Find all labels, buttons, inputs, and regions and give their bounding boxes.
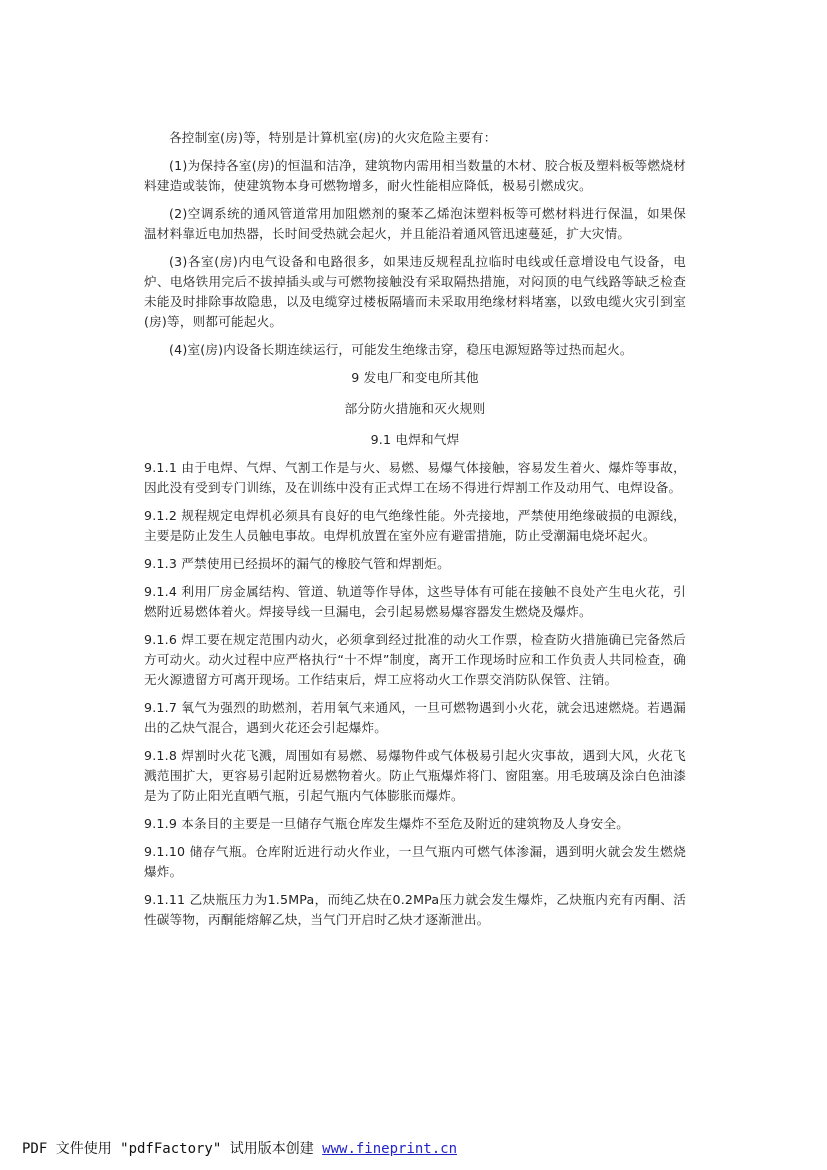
clause: 9.1.10 储存气瓶。仓库附近进行动火作业，一旦气瓶内可燃气体渗漏，遇到明火就会发生燃烧爆炸。 (144, 844, 686, 879)
list-item: (4)室(房)内设备长期连续运行，可能发生绝缘击穿，稳压电源短路等过热而起火。 (169, 342, 633, 357)
clause: 9.1.11 乙炔瓶压力为1.5MPa，而纯乙炔在0.2MPa压力就会发生爆炸，乙炔瓶内充有丙酮、活性碳等物，丙酮能熔解乙炔，当气门开启时乙炔才逐渐泄出。 (144, 892, 686, 927)
pdf-footer (22, 1138, 457, 1158)
section-heading: 9 发电厂和变电所其他 (351, 370, 479, 385)
clause: 9.1.2 规程规定电焊机必须具有良好的电气绝缘性能。外壳接地，严禁使用绝缘破损的电源线，主要是防止发生人员触电事故。电焊机放置在室外应有避雷措施，防止受潮漏电烧坏起火。 (144, 508, 686, 543)
clause: 9.1.4 利用厂房金属结构、管道、轨道等作导体，这些导体有可能在接触不良处产生电火花，引燃附近易燃体着火。焊接导线一旦漏电，会引起易燃易爆容器发生燃烧及爆炸。 (144, 584, 686, 619)
list-item: (3)各室(房)内电气设备和电路很多，如果违反规程乱拉临时电线或任意增设电气设备，电炉、电烙铁用完后不拔掉插头或与可燃物接触没有采取隔热措施，对闷顶的电气线路等缺乏检查未能及时排除事故隐患，以及电缆穿过楼板隔墙而未采取用绝缘材料堵塞，以致电缆火灾引到室(房)等，则都可能起火。 (144, 254, 686, 329)
section-subheading: 部分防火措施和灭火规则 (344, 401, 486, 416)
clause: 9.1.1 由于电焊、气焊、气割工作是与火、易燃、易爆气体接触，容易发生着火、爆炸等事故，因此没有受到专门训练，及在训练中没有正式焊工在场不得进行焊割工作及动用气、电焊设备。 (144, 460, 686, 495)
clause: 9.1.6 焊工要在规定范围内动火，必须拿到经过批准的动火工作票，检查防火措施确已完备然后方可动火。动火过程中应严格执行“十不焊”制度，离开工作现场时应和工作负责人共同检查，确无火源遗留方可离开现场。工作结束后，焊工应将动火工作票交消防队保管、注销。 (144, 632, 686, 687)
intro-paragraph: 各控制室(房)等，特别是计算机室(房)的火灾危险主要有： (169, 130, 497, 145)
clause: 9.1.8 焊割时火花飞溅，周围如有易燃、易爆物件或气体极易引起火灾事故，遇到大风，火花飞溅范围扩大，更容易引起附近易燃物着火。防止气瓶爆炸将门、窗阻塞。用毛玻璃及涂白色油漆是为了防止阳光直晒气瓶，引起气瓶内气体膨胀而爆炸。 (144, 748, 686, 803)
hazard-list (144, 156, 686, 360)
clause: 9.1.7 氧气为强烈的助燃剂，若用氧气来通风，一旦可燃物遇到小火花，就会迅速燃烧。若遇漏出的乙炔气混合，遇到火花还会引起爆炸。 (144, 700, 686, 735)
fineprint-link[interactable]: www.fineprint.cn (322, 1141, 458, 1157)
clause-list (144, 458, 686, 930)
list-item: (2)空调系统的通风管道常用加阻燃剂的聚苯乙烯泡沫塑料板等可燃材料进行保温，如果保温材料靠近电加热器，长时间受热就会起火，并且能沿着通风管迅速蔓延，扩大灾情。 (144, 206, 686, 241)
list-item: (1)为保持各室(房)的恒温和洁净，建筑物内需用相当数量的木材、胶合板及塑料板等燃烧材料建造或装饰，使建筑物本身可燃物增多，耐火性能相应降低，极易引燃成灾。 (144, 158, 686, 193)
document-body (144, 128, 686, 930)
clause: 9.1.9 本条目的主要是一旦储存气瓶仓库发生爆炸不至危及附近的建筑物及人身安全。 (144, 816, 630, 831)
clause: 9.1.3 严禁使用已经损坏的漏气的橡胶气管和焊割炬。 (144, 556, 450, 571)
subsection-heading: 9.1 电焊和气焊 (370, 432, 460, 447)
footer-text: PDF 文件使用 "pdfFactory" 试用版本创建 (22, 1141, 323, 1157)
